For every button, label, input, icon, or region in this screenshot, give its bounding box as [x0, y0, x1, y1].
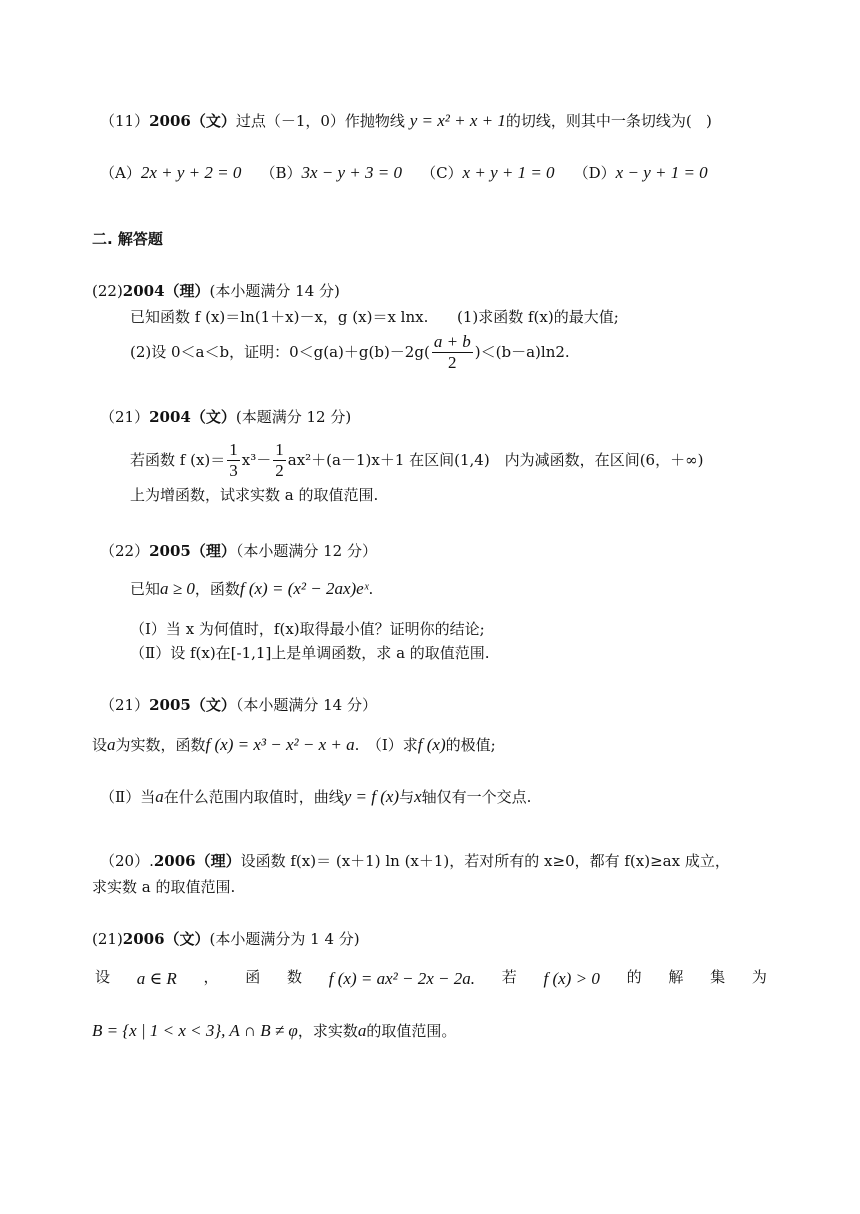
- q21-2004-line2: 上为增函数，试求实数 a 的取值范围.: [130, 486, 379, 504]
- q21-2005-line2: （Ⅱ）当a在什么范围内取值时，曲线y = f (x)与x轴仅有一个交点.: [100, 787, 532, 806]
- option-b: （B）3x − y + 3 = 0: [260, 163, 402, 182]
- q22-2004-header: (22)2004（理）(本小题满分 14 分): [92, 282, 340, 300]
- option-c: （C）x + y + 1 = 0: [421, 163, 555, 182]
- q22-2004-line1: 已知函数 f (x)＝ln(1＋x)－x，g (x)＝x lnx. (1)求函数 f(x)的最大值;: [130, 308, 619, 326]
- q22-2005-line1: 已知a ≥ 0，函数f (x) = (x² − 2ax)eˣ.: [130, 579, 374, 598]
- fraction-one-third: $\frac{1}{3}$: [229, 440, 238, 481]
- q22-2005-part2: （Ⅱ）设 f(x)在[-1,1]上是单调函数，求 a 的取值范围.: [130, 644, 490, 662]
- question-text: 过点（－1，0）作抛物线: [235, 112, 405, 130]
- q11-options: [100, 160, 708, 186]
- q20-2006-line1: （20）.2006（理）设函数 f(x)＝ (x＋1) ln (x＋1)，若对所有的 x≥0，都有 f(x)≥ax 成立，: [100, 852, 730, 870]
- answer-blank: ): [706, 112, 712, 130]
- question-tag: 2006（文）: [149, 112, 236, 130]
- q21-2004-line1: 若函数 f (x)＝ $\frac{1}{3}$ x³－ $\frac{1}{2}$ ax²＋(a－1)x＋1 在区间(1,4) 内为减函数，在区间(6，＋∞): [130, 440, 704, 481]
- q21-2005-line1: 设a为实数，函数f (x) = x³ − x² − x + a. （Ⅰ）求f (x)的极值;: [92, 735, 496, 754]
- q21-2006-header: (21)2006（文）(本小题满分为 1 4 分): [92, 930, 360, 948]
- q22-2004-line2: (2)设 0＜a＜b，证明：0＜g(a)＋g(b)－2g( $\frac{a + b}{2}$ )＜(b－a)ln2.: [130, 332, 570, 373]
- q21-2006-line2: B = {x | 1 < x < 3}, A ∩ B ≠ φ，求实数a的取值范围。: [92, 1021, 457, 1040]
- fraction-one-half: $\frac{1}{2}$: [275, 440, 284, 481]
- option-a: （A）2x + y + 2 = 0: [100, 163, 242, 182]
- fraction: $\frac{a + b}{2}$: [433, 332, 471, 373]
- q22-2005-header: （22）2005（理）（本小题满分 12 分）: [100, 542, 377, 560]
- question-text: 的切线，则其中一条切线为(: [505, 112, 692, 130]
- option-d: （D）x − y + 1 = 0: [573, 163, 708, 182]
- q21-2006-line1: 设 a ∈ R ， 函 数 f (x) = ax² − 2x − 2a. 若 f (x) > 0 的 解 集 为: [95, 968, 767, 988]
- q21-2005-header: （21）2005（文）（本小题满分 14 分）: [100, 696, 377, 714]
- q11-stem: [100, 108, 712, 134]
- parabola-equation: y = x² + x + 1: [409, 111, 506, 130]
- q20-2006-line2: 求实数 a 的取值范围.: [92, 878, 236, 896]
- q22-2005-part1: （Ⅰ）当 x 为何值时，f(x)取得最小值？证明你的结论;: [130, 620, 485, 638]
- q21-2004-header: （21）2004（文）(本题满分 12 分): [100, 408, 352, 426]
- question-number: （11）: [100, 112, 150, 130]
- section-title: 二. 解答题: [92, 230, 163, 248]
